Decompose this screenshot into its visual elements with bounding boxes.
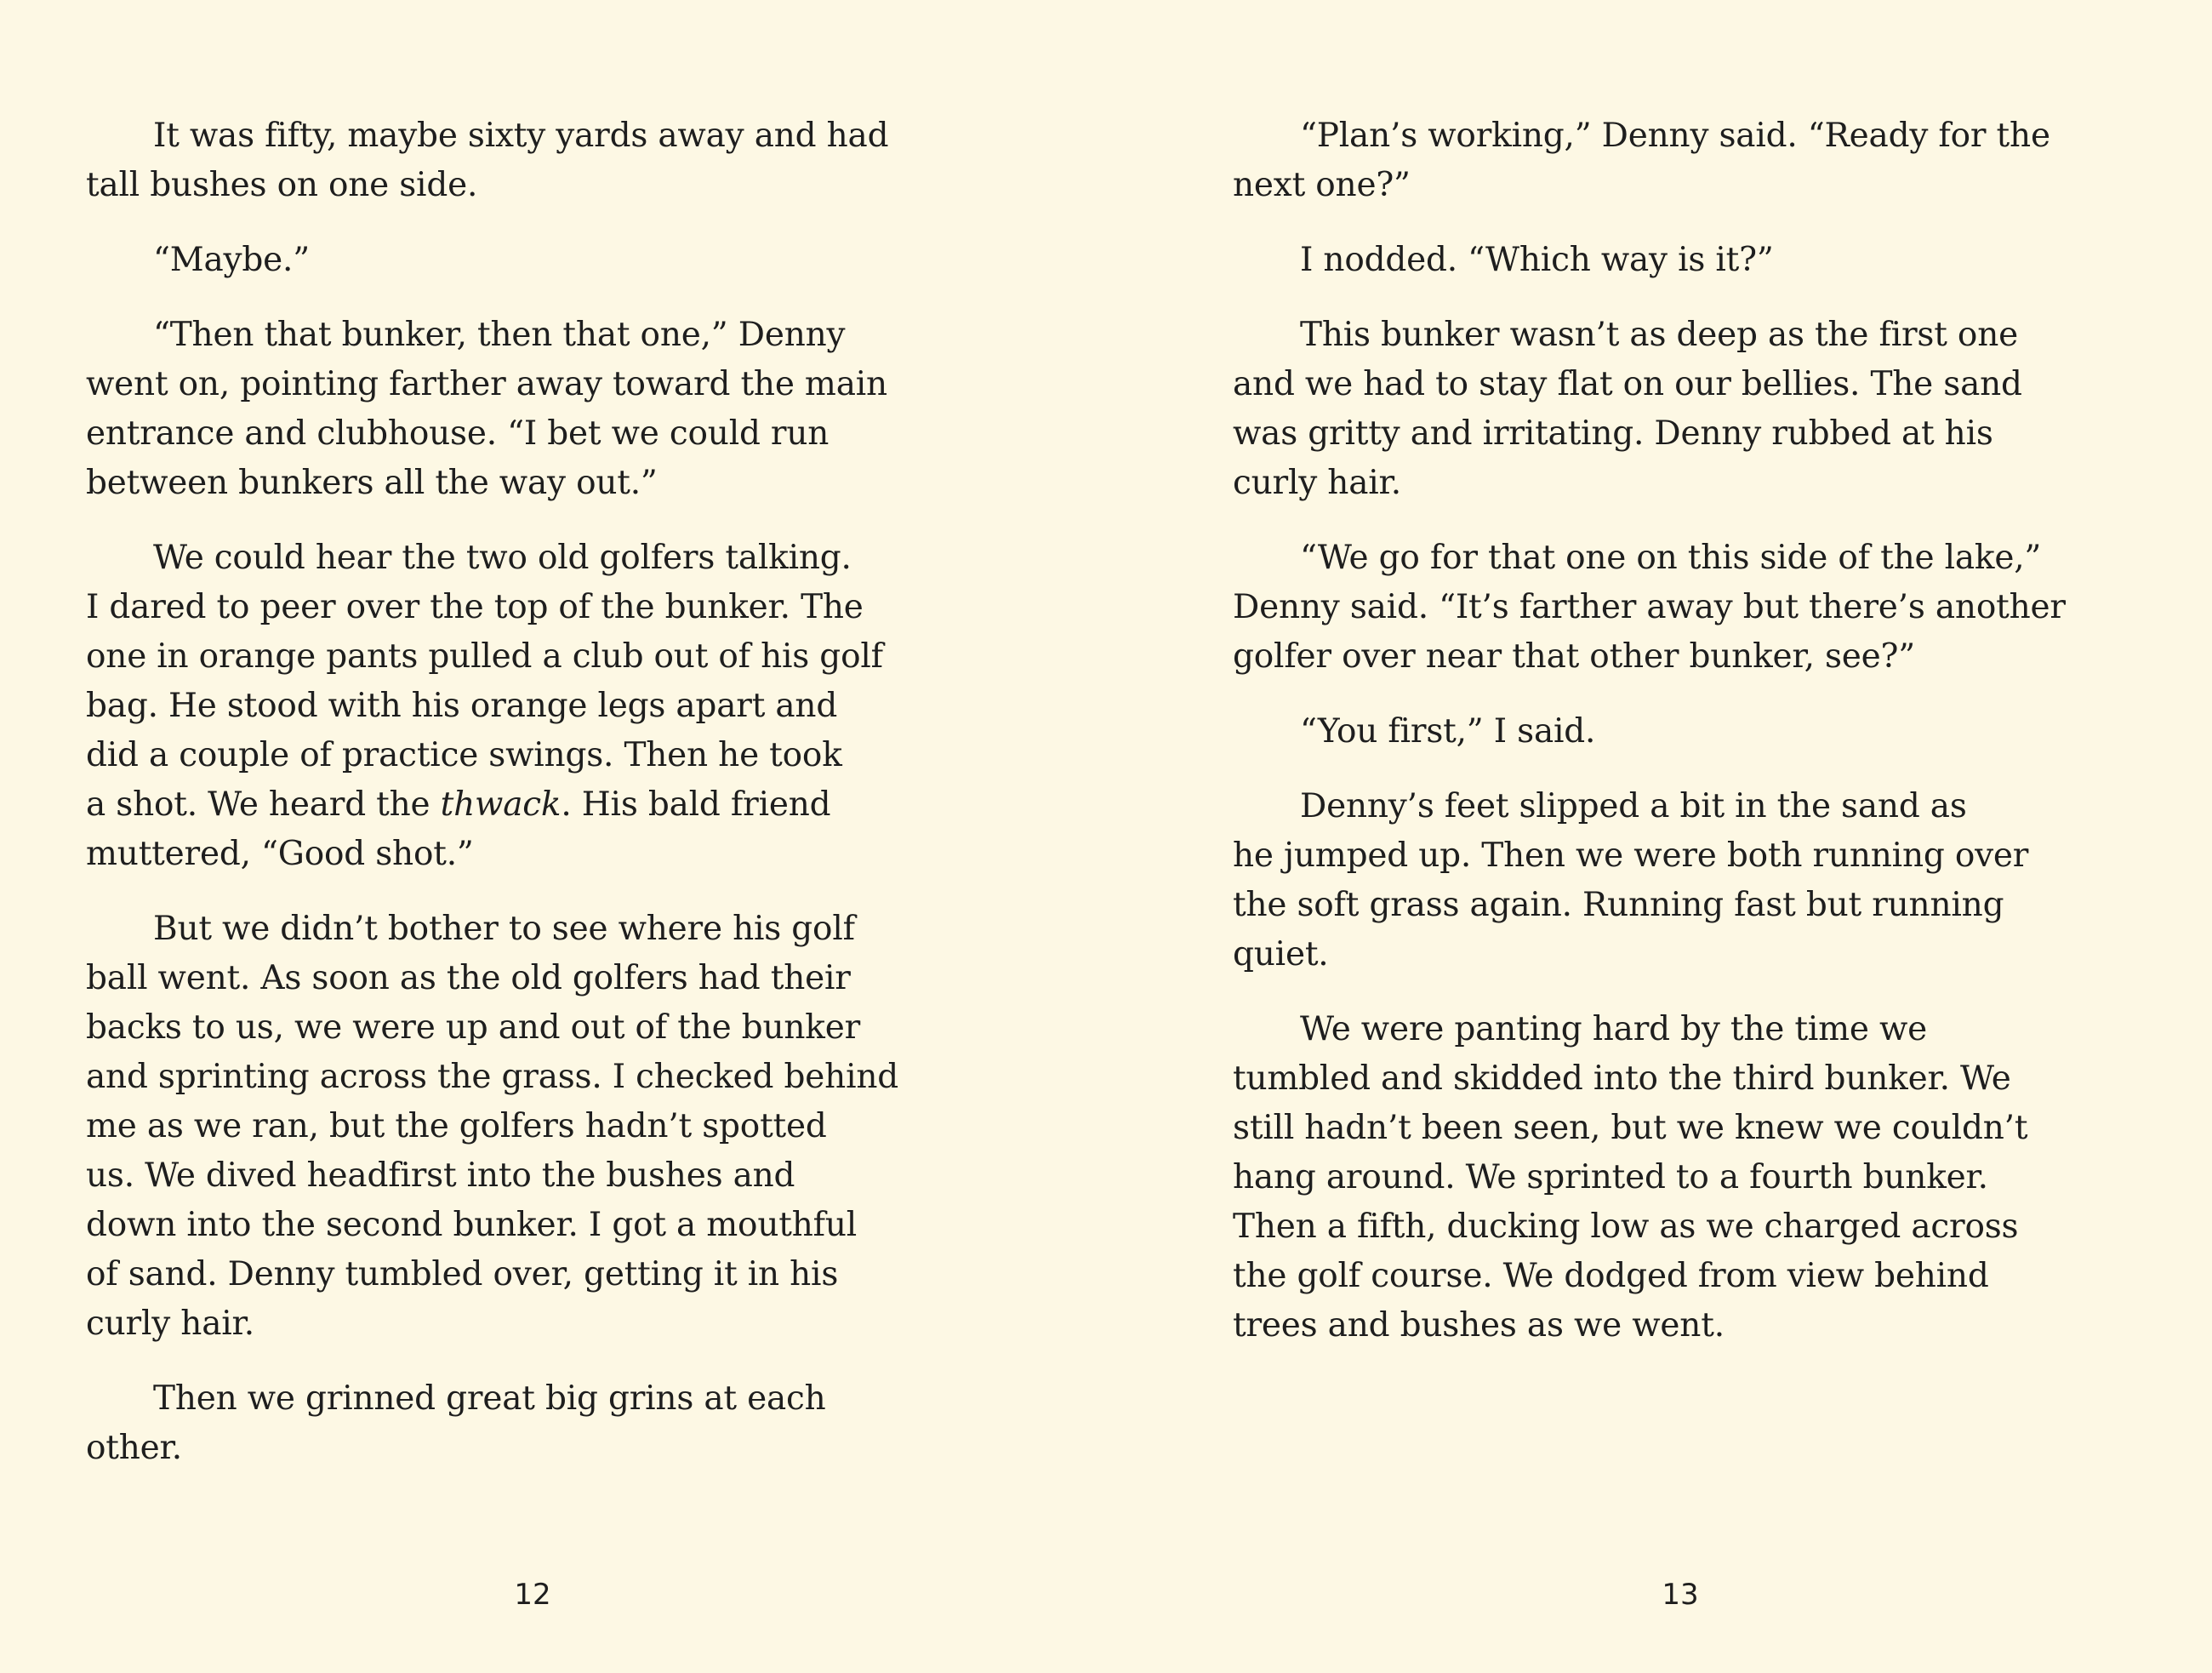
paragraph: I nodded. “Which way is it?”: [1300, 241, 1774, 279]
left-page-text: [86, 111, 1005, 1499]
paragraph: It was fifty, maybe sixty yards away and had tall bushes on one side.: [86, 117, 889, 204]
paragraph: Denny’s feet slipped a bit in the sand as he jumped up. Then we were both running over the soft grass again. Running fast but running quiet.: [1233, 787, 2029, 974]
italic-word: thwack: [440, 785, 562, 824]
paragraph: “Plan’s working,” Denny said. “Ready for the next one?”: [1233, 117, 2050, 204]
right-page: [1106, 0, 2212, 1673]
paragraph: “Maybe.”: [153, 241, 310, 279]
paragraph: “We go for that one on this side of the lake,” Denny said. “It’s farther away but there’s another golfer over near that other bunker, see?”: [1233, 539, 2066, 676]
paragraph-text: . His bald friend muttered, “Good shot.”: [86, 785, 831, 873]
paragraph: “You first,” I said.: [1300, 712, 1596, 751]
right-page-text: [1233, 111, 2160, 1376]
page-number: 12: [514, 1578, 551, 1612]
paragraph: We were panting hard by the time we tumbled and skidded into the third bunker. We still hadn’t been seen, but we knew we couldn’t hang around. We sprinted to a fourth bunker. Then a fifth, ducking low as we charged across the golf course. We dodged from view behind trees and bushes as we went.: [1233, 1010, 2028, 1345]
paragraph: “Then that bunker, then that one,” Denny went on, pointing farther away toward the main entrance and clubhouse. “I bet we could run between bunkers all the way out.”: [86, 316, 887, 502]
page-number: 13: [1662, 1578, 1699, 1612]
paragraph: Then we grinned great big grins at each other.: [86, 1379, 826, 1467]
paragraph: [86, 534, 1005, 879]
paragraph-text: We could hear the two old golfers talking. I dared to peer over the top of the bunker. The one in orange pants pulled a club out of his golf bag. He stood with his orange legs apart and did a couple of practice swings. Then he took a shot. We heard the: [86, 539, 883, 824]
paragraph: But we didn’t bother to see where his golf ball went. As soon as the old golfers had their backs to us, we were up and out of the bunker and sprinting across the grass. I checked behind me as we ran, but the golfers hadn’t spotted us. We dived headfirst into the bushes and down into the second bunker. I got a mouthful of sand. Denny tumbled over, getting it in his curly hair.: [86, 910, 899, 1343]
paragraph: This bunker wasn’t as deep as the first one and we had to stay flat on our bellies. The sand was gritty and irritating. Denny rubbed at his curly hair.: [1233, 316, 2022, 502]
